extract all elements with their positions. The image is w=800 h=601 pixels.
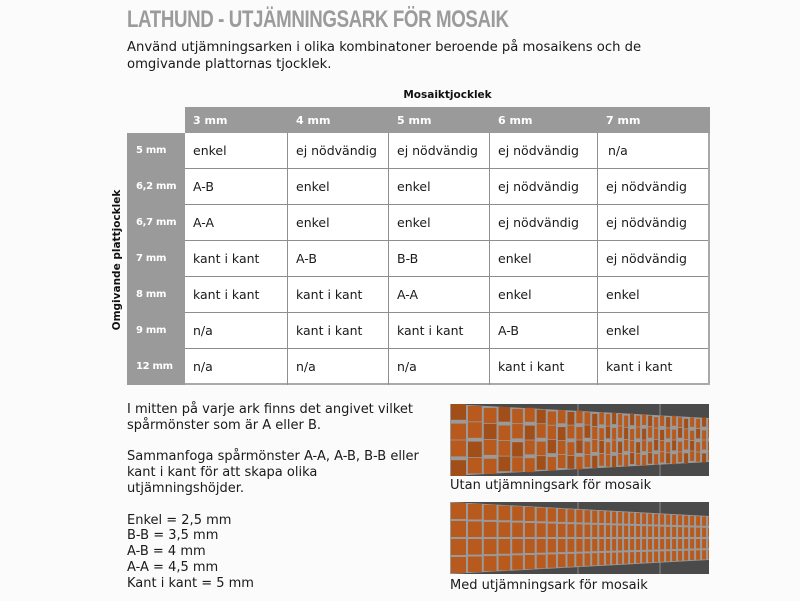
table-cell: kant i kant [490, 349, 598, 385]
table-cell: n/a [608, 143, 628, 158]
row-group-label: Omgivande plattjocklek [111, 189, 123, 331]
table-cell: A-A [185, 205, 288, 240]
mosaic-uneven-image [450, 404, 709, 476]
table-cell: enkel [389, 169, 490, 204]
table-cell: enkel [606, 323, 640, 338]
table-cell: n/a [288, 349, 389, 385]
table-cell: A-A [389, 277, 490, 312]
table-cell: ej nödvändig [490, 205, 598, 240]
legend-line: A-B = 4 mm [127, 544, 206, 560]
photo-caption-with: Med utjämningsark för mosaik [450, 578, 648, 593]
row-header: 12 mm [136, 361, 173, 372]
row-header: 5 mm [136, 145, 167, 156]
notes-paragraph: Sammanfoga spårmönster A-A, A-B, B-B eller kant i kant för att skapa olika utjämningshöjder. [127, 449, 419, 496]
table-cell: kant i kant [288, 313, 389, 348]
table-cell: kant i kant [288, 277, 389, 312]
column-group-label: Mosaiktjocklek [403, 89, 492, 101]
legend-line: B-B = 3,5 mm [127, 528, 219, 544]
table-cell: ej nödvändig [288, 133, 389, 168]
row-group-label-wrap [107, 180, 127, 340]
row-header-column [127, 133, 185, 385]
table-cell: enkel [185, 133, 288, 168]
table-cell: kant i kant [606, 359, 673, 374]
table-cell: B-B [389, 241, 490, 276]
table-cell: enkel [288, 205, 389, 240]
table-cell: enkel [490, 241, 598, 276]
page-title: LATHUND - UTJÄMNINGSARK FÖR MOSAIK [127, 6, 509, 33]
column-header: 7 mm [606, 114, 641, 127]
intro-text: Använd utjämningsarken i olika kombinatoner beroende på mosaikens och de omgivande plattornas tjocklek. [127, 40, 642, 72]
row-header: 8 mm [136, 289, 167, 300]
table-row [185, 133, 708, 169]
photo-caption-without: Utan utjämningsark för mosaik [450, 478, 652, 493]
table-cell: enkel [490, 277, 598, 312]
table-cell: enkel [288, 169, 389, 204]
row-header: 6,7 mm [136, 217, 177, 228]
table-cell: ej nödvändig [490, 133, 598, 168]
table-cell: A-B [185, 169, 288, 204]
table-cell: ej nödvändig [490, 169, 598, 204]
table-cell: n/a [185, 349, 288, 385]
table-row [185, 313, 708, 349]
notes-section [127, 402, 437, 592]
table-cell: n/a [389, 349, 490, 385]
row-header: 7 mm [136, 253, 167, 264]
table-row [185, 169, 708, 205]
column-header-row [185, 107, 710, 133]
column-header: 3 mm [193, 114, 228, 127]
table-cell: kant i kant [185, 277, 288, 312]
table-cell: kant i kant [389, 313, 490, 348]
column-header: 6 mm [498, 114, 533, 127]
notes-paragraph: I mitten på varje ark finns det angivet vilket spårmönster som är A eller B. [127, 402, 413, 433]
table-row [185, 205, 708, 241]
table-cell: ej nödvändig [606, 215, 687, 230]
legend-line: A-A = 4,5 mm [127, 559, 219, 575]
column-header: 4 mm [296, 114, 331, 127]
table-cell: n/a [185, 313, 288, 348]
table-cell: A-B [288, 241, 389, 276]
table-row [185, 349, 708, 385]
table-cell: ej nödvändig [606, 251, 687, 266]
table-cell: A-B [490, 313, 598, 348]
mosaic-even-image [450, 502, 709, 574]
thickness-legend [127, 513, 437, 592]
table-cell: kant i kant [185, 241, 288, 276]
table-cell: enkel [606, 287, 640, 302]
table-cell: enkel [389, 205, 490, 240]
table-row [185, 277, 708, 313]
table-cell: ej nödvändig [606, 179, 687, 194]
table-body [185, 133, 710, 385]
table-row [185, 241, 708, 277]
legend-line: Enkel = 2,5 mm [127, 512, 232, 528]
table-cell: ej nödvändig [389, 133, 490, 168]
row-header: 9 mm [136, 325, 167, 336]
mosaic-photo-without-sheet [450, 404, 709, 476]
column-header: 5 mm [397, 114, 432, 127]
mosaic-photo-with-sheet [450, 502, 709, 574]
legend-line: Kant i kant = 5 mm [127, 575, 254, 591]
row-header: 6,2 mm [136, 181, 177, 192]
